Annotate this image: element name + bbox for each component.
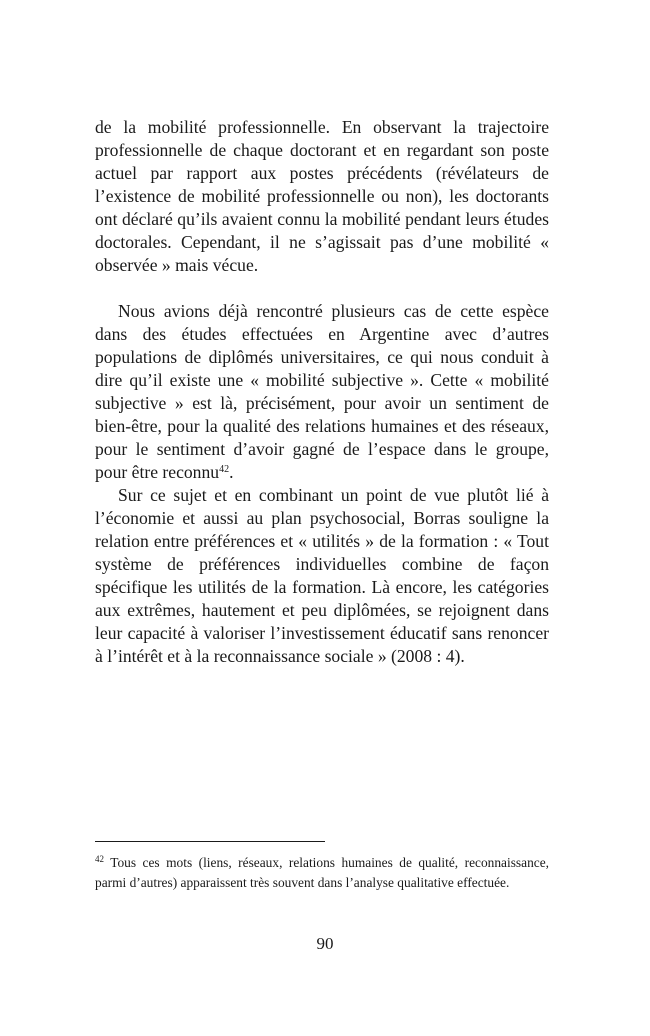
paragraph-end-punctuation: . bbox=[229, 462, 234, 482]
page-number: 90 bbox=[316, 934, 334, 953]
paragraph-text: Nous avions déjà rencontré plusieurs cas de cette espèce dans des études effectuées en Argentine avec d’autres populations de diplômés universitaires, ce qui nous conduit à dire qu’il existe une « mobilité subjective ». Cette « mobilité subjective » est là, précisément, pour avoir un sentiment de bien-être, pour la qualité des relations humaines et des réseaux, pour le sentiment d’avoir gagné de l’espace dans le groupe, pour être reconnu bbox=[95, 301, 549, 482]
footnote-text: Tous ces mots (liens, réseaux, relations humaines de qualité, reconnaissance, parmi d’autres) apparaissent très souvent dans l’analyse qualitative effectuée. bbox=[95, 855, 549, 890]
footnote bbox=[95, 853, 549, 893]
paragraph: de la mobilité professionnelle. En observant la trajectoire professionnelle de chaque doctorant et en regardant son poste actuel par rapport aux postes précédents (révélateurs de l’existence de mobilité professionnelle ou non), les doctorants ont déclaré qu’ils avaient connu la mobilité pendant leurs études doctorales. Cependant, il ne s’agissait pas d’une mobilité « observée » mais vécue. bbox=[95, 117, 549, 275]
paragraph: Sur ce sujet et en combinant un point de vue plutôt lié à l’économie et aussi au plan psychosocial, Borras souligne la relation entre préférences et « utilités » de la formation : « Tout système de préférences individuelles combine de façon spécifique les utilités de la formation. Là encore, les catégories aux extrêmes, hautement et peu diplômées, se rejoignent dans leur capacité à valoriser l’investissement éducatif sans renoncer à l’intérêt et à la reconnaissance sociale » (2008 : 4). bbox=[95, 485, 549, 666]
footnote-marker: 42 bbox=[95, 854, 104, 864]
main-text bbox=[95, 116, 549, 668]
paragraph bbox=[95, 300, 549, 484]
footnote-reference[interactable]: 42 bbox=[219, 464, 230, 475]
footnote-separator bbox=[95, 841, 325, 842]
